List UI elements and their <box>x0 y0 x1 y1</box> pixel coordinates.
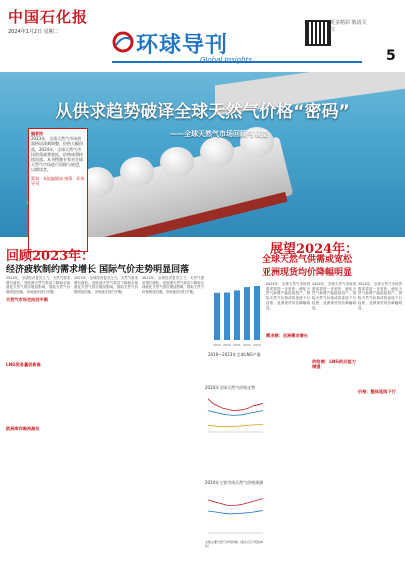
lng-tank-icon <box>160 147 194 177</box>
gas-price-chart-title: 2024年全球天然气价格走势 <box>205 385 256 390</box>
right-article-subheading-1: 全球天然气供需或宽松 <box>262 255 353 265</box>
x-tick-label: 2022 <box>243 343 251 347</box>
right-subhead-1: 需求侧：亚洲需求增长 <box>266 333 308 339</box>
lng-output-chart <box>208 276 264 357</box>
bar-2021 <box>234 290 240 340</box>
globe-icon <box>112 31 134 53</box>
editor-note-footer: 策划：本报编辑部 统筹：环球导刊 <box>31 175 85 186</box>
right-subhead-3: 价格：整体延续下行 <box>358 389 396 395</box>
lng-tank-icon <box>120 157 154 187</box>
series-line-1 <box>208 411 263 416</box>
left-article-heading: 回顾2023年： <box>6 249 95 264</box>
right-subhead-2: 供给侧：LNG供应能力增强 <box>312 359 356 369</box>
left-subhead-1: 天然气市场走向回平衡 <box>6 296 48 302</box>
editor-note-heading: 编者按 <box>31 131 43 136</box>
gas-forecast-chart-title: 2024年主要市场天然气价格预测 <box>205 480 264 485</box>
left-article-body-col3: 2023年，全球经济复苏乏力，天然气需求增长疲软。受欧洲天然气需求下降和全球液化天然气供应增加影响，国际天然气价格明显回落，市场逐步回归平衡。 <box>142 276 204 295</box>
left-article-body-col1 <box>6 276 70 570</box>
hero-headline: 从供求趋势破译全球天然气价格“密码” <box>55 102 350 122</box>
right-article-heading: 展望2024年： <box>270 242 359 257</box>
left-article-body-col2: 2023年，全球经济复苏乏力，天然气需求增长疲软。受欧洲天然气需求下降和全球液化天然气供应增加影响，国际天然气价格明显回落，市场逐步回归平衡。 <box>74 276 138 295</box>
gas-price-chart <box>205 385 265 437</box>
editor-note <box>28 128 88 252</box>
date-line: 2024年1月2日 星期二 <box>8 29 59 35</box>
left-subhead-3: 欧洲库存维持高位 <box>6 426 40 432</box>
x-tick-label: 2020 <box>223 343 231 347</box>
section-subtitle: Global Insights <box>200 56 252 64</box>
gas-forecast-chart <box>205 480 265 558</box>
bar-2020 <box>224 293 230 340</box>
x-tick-label: 2019 <box>213 343 221 347</box>
lng-output-bar-chart <box>208 276 264 348</box>
series-line-0 <box>208 399 263 411</box>
left-article-body: 2023年，全球经济复苏乏力，天然气需求增长疲软。受欧洲天然气需求下降和全球液化天然气供应增加影响，国际天然气价格明显回落，市场逐步回归平衡。 <box>6 276 70 295</box>
right-article-subheading-2: 亚洲现货均价降幅明显 <box>262 268 353 278</box>
issue-info <box>8 29 59 36</box>
hero-subline: ——全球天然气市场回顾与展望 <box>170 130 268 138</box>
left-subhead-2: LNG贸易量创新高 <box>6 361 41 367</box>
x-tick-label: 2023 <box>253 343 261 347</box>
series-line-1 <box>208 511 263 514</box>
right-article-body: 2024年，全球天然气市场供需或将进一步宽松，液化天然气新增产能陆续投产，国际天然气价格或将延续下行趋势，亚洲现货均价降幅明显。 <box>266 282 310 310</box>
bar-2022 <box>244 287 250 340</box>
series-line-2 <box>208 424 263 426</box>
masthead <box>0 0 405 72</box>
right-article-body-col1 <box>266 282 310 570</box>
right-article-body-col2: 2024年，全球天然气市场供需或将进一步宽松，液化天然气新增产能陆续投产，国际天然气价格或将延续下行趋势，亚洲现货均价降幅明显。 供给侧：LNG供应能力增强 <box>312 282 356 369</box>
lng-tank-icon <box>200 137 234 167</box>
page-number: 5 <box>386 48 396 64</box>
series-line-0 <box>208 499 263 506</box>
right-article-body-col3: 2024年，全球天然气市场供需或将进一步宽松，液化天然气新增产能陆续投产，国际天然气价格或将延续下行趋势，亚洲现货均价降幅明显。 价格：整体延续下行 <box>358 282 402 395</box>
bar-2019 <box>214 293 220 340</box>
left-article-subheading: 经济疲软制约需求增长 国际气价走势明显回落 <box>6 265 190 275</box>
qr-label: 更多精彩 敬请关注 <box>330 20 367 33</box>
qr-code-icon <box>305 20 331 46</box>
editor-note-text: 2023年，全球天然气市场供需格局深刻调整，价格大幅回落。2024年，全球天然气市场供需或将宽松，价格或将持续回落。本刊特邀专家对全球天然气市场进行回顾与展望，以飨读者。 <box>31 136 83 173</box>
bar-2023 <box>254 286 260 340</box>
newspaper-logo: 中国石化报 <box>8 8 89 26</box>
x-tick-label: 2021 <box>233 343 241 347</box>
lng-output-chart-title: 2019—2023年全球LNG产量 <box>208 352 261 357</box>
section-title: 环球导刊 <box>136 33 229 58</box>
gas-forecast-line-chart <box>205 486 265 536</box>
gas-price-line-chart <box>205 391 265 435</box>
gas-forecast-chart-caption: 全球主要天然气市场价格（美元/百万英热单位） <box>205 540 264 548</box>
